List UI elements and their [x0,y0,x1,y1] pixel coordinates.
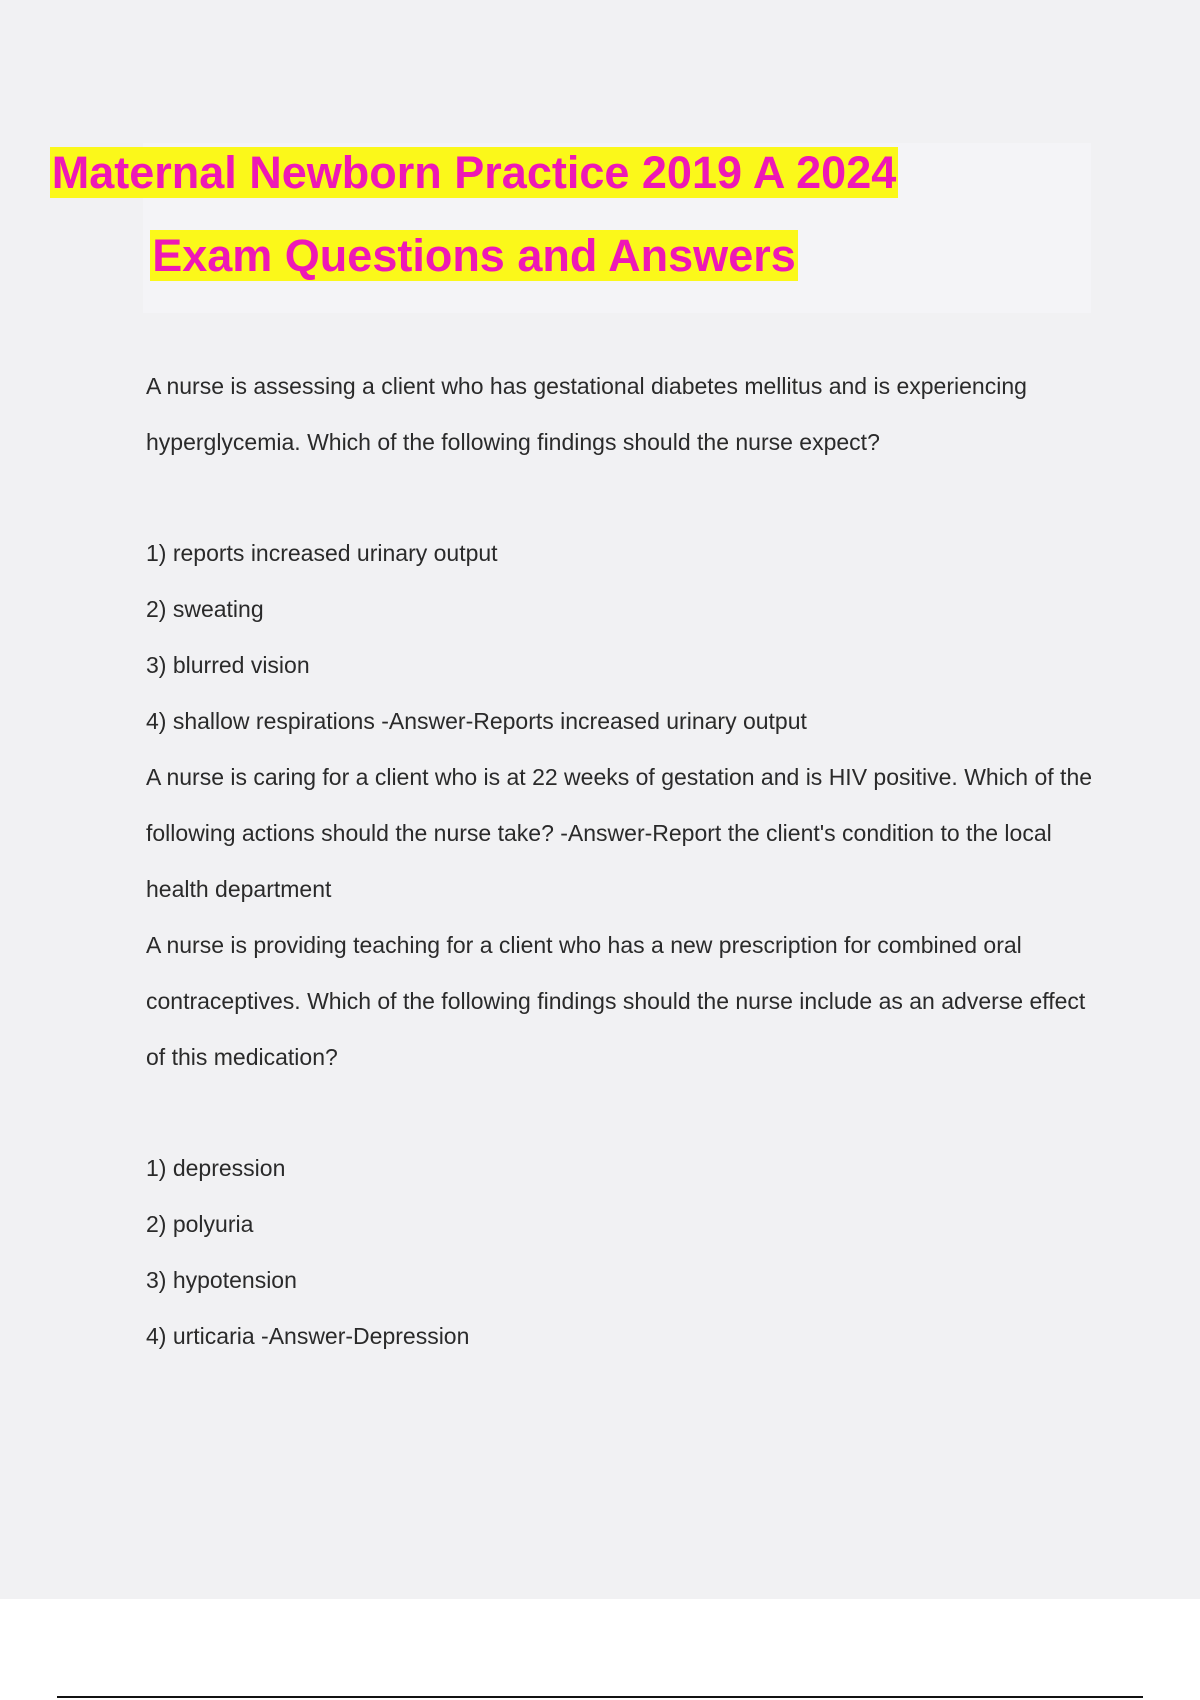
page-footer-area [0,1599,1200,1700]
question-1-option-1: 1) reports increased urinary output [146,540,498,566]
question-1-stem: A nurse is assessing a client who has gestational diabetes mellitus and is experiencing hyperglycemia. Which of the following findings should the nurse expect? [146,373,1027,455]
spacer [146,470,1106,525]
title-highlight-2: Exam Questions and Answers [152,230,796,281]
footer-rule [57,1696,1143,1698]
question-1-option-3: 3) blurred vision [146,652,310,678]
question-1-option-2: 2) sweating [146,596,264,622]
question-3-stem: A nurse is providing teaching for a client who has a new prescription for combined oral contraceptives. Which of the following findings should the nurse include as an adverse effect of this medication? [146,932,1086,1070]
title-highlight-1: Maternal Newborn Practice 2019 A 2024 [51,147,897,198]
document-title-line-2 [0,228,948,284]
question-1-option-4: 4) shallow respirations -Answer-Reports increased urinary output [146,708,807,734]
document-title-line-1 [0,145,948,201]
question-3-option-2: 2) polyuria [146,1211,254,1237]
spacer [146,1085,1106,1140]
document-body [146,358,1106,1364]
question-3-option-1: 1) depression [146,1155,286,1181]
question-3-option-4: 4) urticaria -Answer-Depression [146,1323,470,1349]
question-3-option-3: 3) hypotension [146,1267,297,1293]
question-2-stem: A nurse is caring for a client who is at 22 weeks of gestation and is HIV positive. Which of the following actions should the nurse take? -Answer-Report the client's condition to the local health department [146,764,1093,902]
